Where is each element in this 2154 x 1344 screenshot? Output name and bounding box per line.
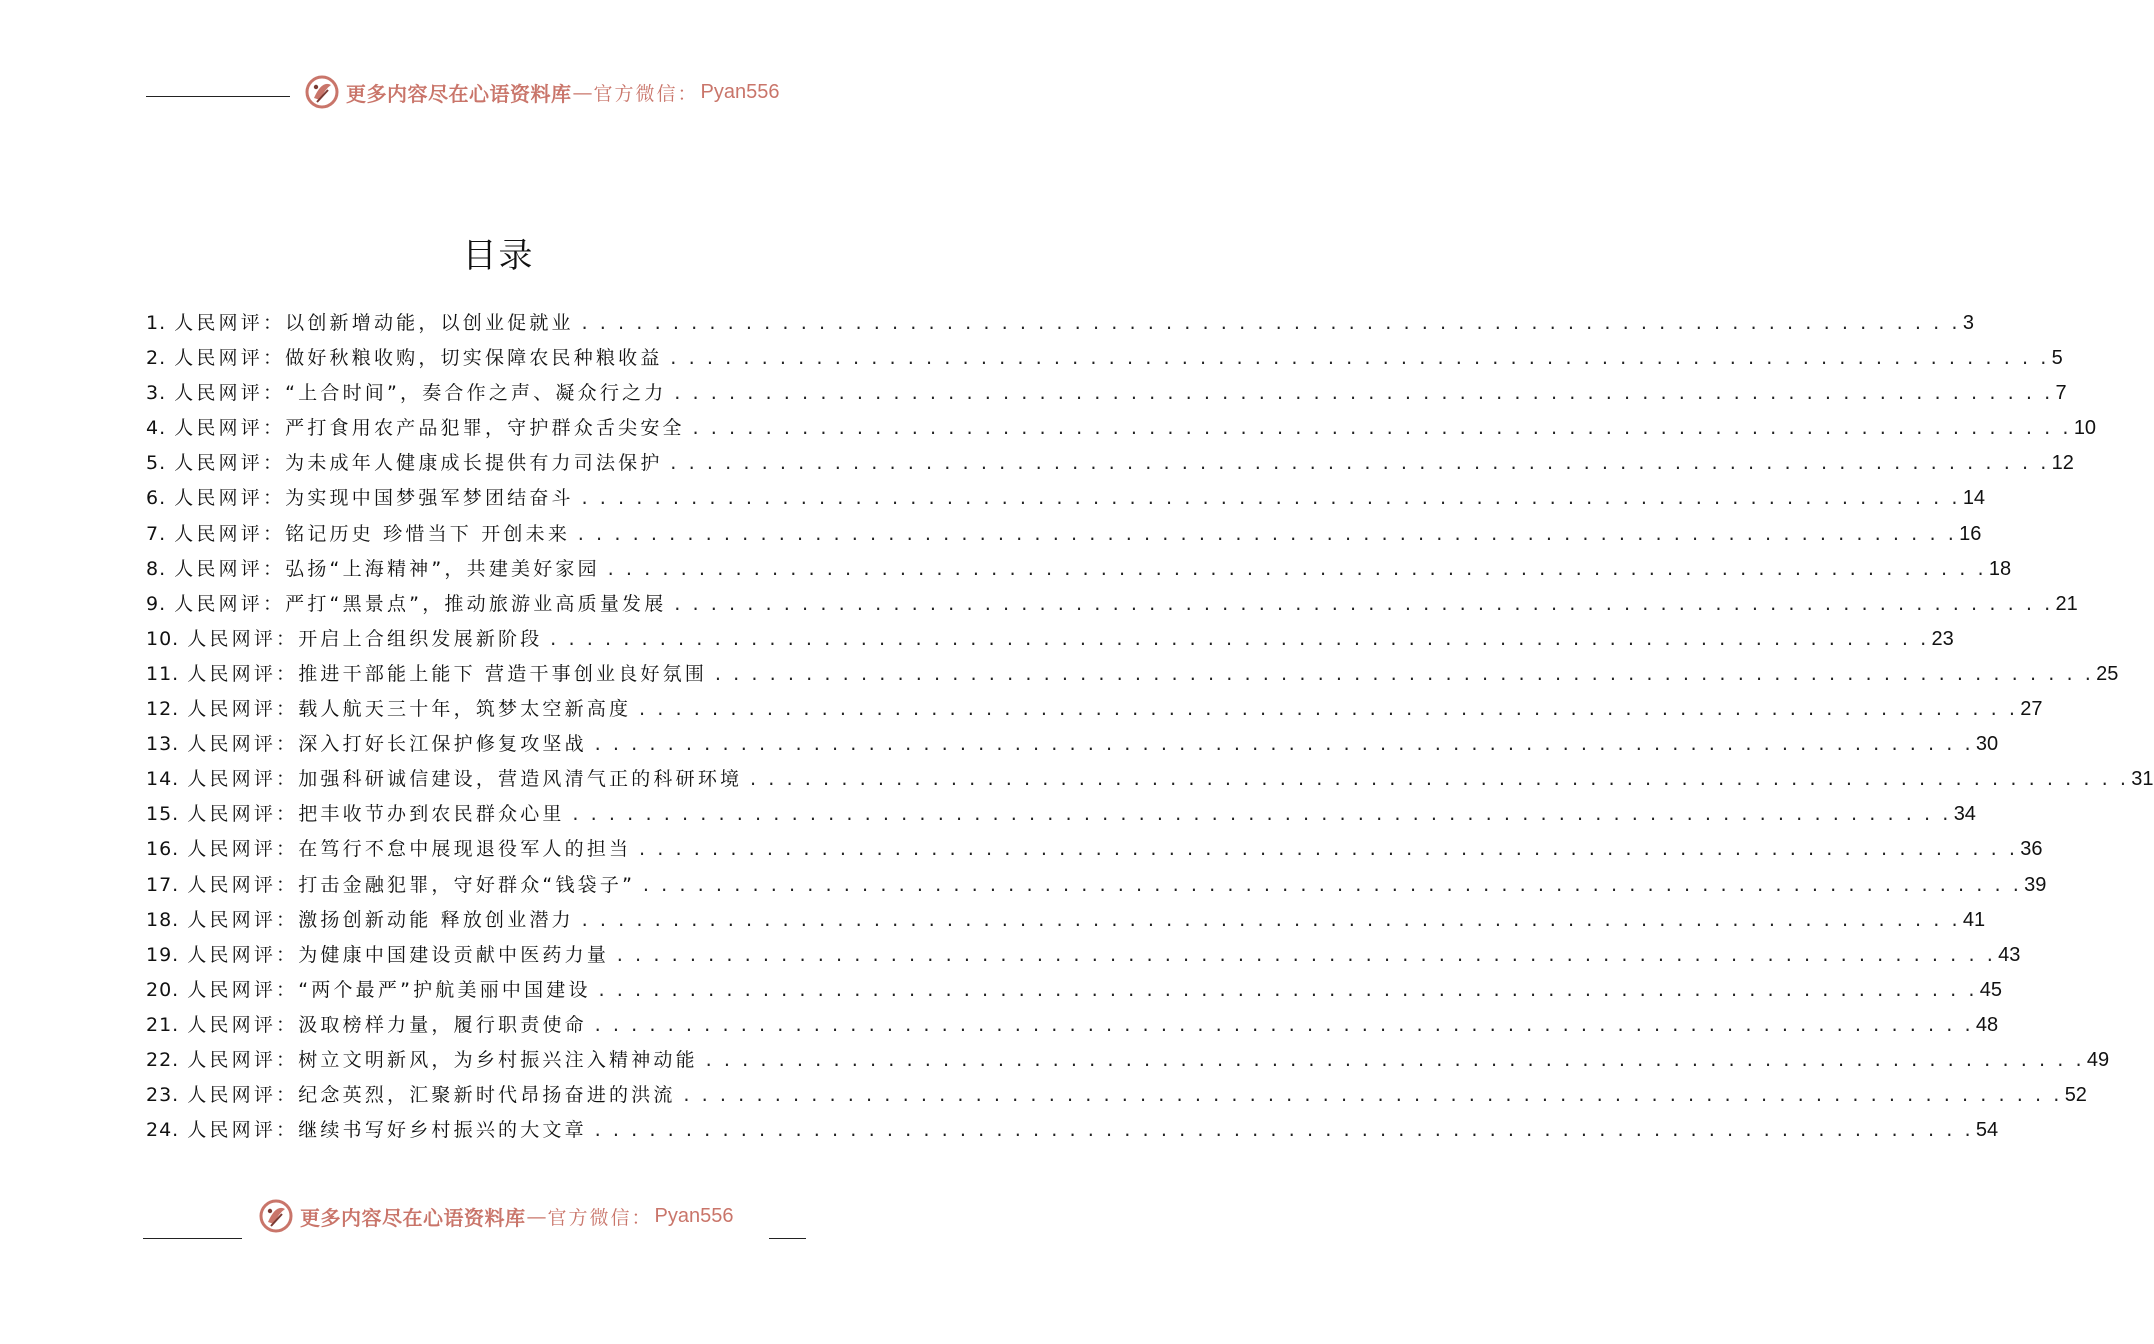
toc-entry-title[interactable]: 人民网评：“上合时间”，奏合作之声、凝众行之力 — [174, 382, 667, 405]
toc-entry-number: 3. — [146, 382, 167, 405]
header-wechat-id: Pyan556 — [700, 80, 780, 103]
toc-entry-number: 14. — [146, 768, 180, 791]
toc-entry-title[interactable]: 人民网评：严打食用农产品犯罪，守护群众舌尖安全 — [174, 417, 685, 440]
toc-entry-number: 20. — [146, 978, 180, 1001]
toc-entry-number: 12. — [146, 698, 180, 721]
toc-entry-page-number[interactable]: 14 — [1962, 487, 1986, 510]
toc-dot-leader — [672, 376, 2051, 411]
toc-entry-number: 23. — [146, 1084, 180, 1107]
toc-entry-title[interactable]: 人民网评：打击金融犯罪，守好群众“钱袋子” — [187, 873, 636, 896]
toc-entry[interactable] — [146, 481, 1986, 516]
toc-dot-leader — [571, 797, 1950, 832]
toc-entry[interactable] — [146, 973, 2003, 1008]
toc-entry-title[interactable]: 人民网评：开启上合组织发展新阶段 — [187, 627, 543, 650]
toc-entry-title[interactable]: 人民网评：严打“黑景点”，推动旅游业高质量发展 — [174, 592, 667, 615]
toc-entry-page-number[interactable]: 27 — [2020, 698, 2043, 721]
toc-entry-number: 17. — [146, 873, 180, 896]
header-wechat-label: 官方微信： — [593, 82, 699, 105]
toc-entry-title[interactable]: 人民网评：为健康中国建设贡献中医药力量 — [187, 943, 610, 966]
toc-entry-page-number[interactable]: 39 — [2024, 873, 2047, 896]
toc-dot-leader — [641, 868, 2020, 903]
footer-banner-dash: — — [526, 1204, 547, 1228]
toc-entry-number: 9. — [146, 592, 167, 615]
toc-entry-title[interactable]: 人民网评：在笃行不怠中展现退役军人的担当 — [187, 838, 632, 861]
header-banner-dash: — — [572, 80, 593, 104]
toc-entry-title[interactable]: 人民网评：激扬创新动能 释放创业潜力 — [187, 908, 574, 931]
toc-dot-leader — [576, 517, 1955, 552]
toc-entry-number: 4. — [146, 417, 167, 440]
toc-entry-page-number[interactable]: 3 — [1962, 312, 1974, 334]
brand-logo-icon — [258, 1198, 294, 1234]
toc-entry-page-number[interactable]: 23 — [1931, 627, 1954, 650]
toc-entry[interactable] — [146, 762, 2154, 797]
toc-entry[interactable] — [146, 622, 1954, 657]
toc-dot-leader — [548, 622, 1927, 657]
toc-entry[interactable] — [146, 446, 2074, 481]
toc-entry-page-number[interactable]: 54 — [1975, 1119, 1999, 1142]
toc-entry-title[interactable]: 人民网评：做好秋粮收购，切实保障农民种粮收益 — [174, 347, 663, 370]
toc-entry-page-number[interactable]: 16 — [1959, 522, 1982, 545]
toc-entry-number: 16. — [146, 838, 180, 861]
toc-entry-page-number[interactable]: 18 — [1988, 557, 2012, 580]
toc-entry-page-number[interactable]: 25 — [2096, 662, 2119, 685]
toc-entry-title[interactable]: 人民网评：铭记历史 珍惜当下 开创未来 — [174, 522, 571, 545]
toc-entry-title[interactable]: 人民网评：弘扬“上海精神”，共建美好家园 — [174, 557, 600, 580]
toc-entry-number: 8. — [146, 557, 167, 580]
footer-rule-left — [143, 1238, 242, 1239]
toc-entry[interactable] — [146, 517, 1982, 552]
toc-entry-number: 5. — [146, 452, 167, 475]
toc-dot-leader — [669, 446, 2048, 481]
toc-entry-page-number[interactable]: 48 — [1975, 1013, 1999, 1036]
toc-entry-page-number[interactable]: 49 — [2086, 1048, 2110, 1071]
footer-banner — [258, 1198, 733, 1234]
toc-entry-page-number[interactable]: 45 — [1979, 978, 2003, 1001]
toc-entry-number: 6. — [146, 487, 167, 510]
toc-dot-leader — [593, 727, 1972, 762]
toc-entry[interactable] — [146, 727, 1999, 762]
toc-entry-number: 2. — [146, 347, 167, 370]
toc-entry-number: 15. — [146, 803, 180, 826]
toc-entry-title[interactable]: 人民网评：加强科研诚信建设，营造风清气正的科研环境 — [187, 768, 743, 791]
toc-entry-number: 7. — [146, 522, 167, 545]
footer-wechat-id: Pyan556 — [654, 1204, 734, 1227]
toc-entry[interactable] — [146, 868, 2047, 903]
toc-entry[interactable] — [146, 903, 1986, 938]
toc-dot-leader — [580, 903, 1959, 938]
toc-dot-leader — [637, 692, 2016, 727]
toc-entry[interactable] — [146, 832, 2043, 867]
toc-entry-number: 24. — [146, 1119, 180, 1142]
footer-banner-text: 更多内容尽在心语资料库 — [300, 1205, 526, 1230]
toc-dot-leader — [606, 552, 1985, 587]
toc-entry-number: 22. — [146, 1048, 180, 1071]
toc-entry-page-number[interactable]: 5 — [2051, 347, 2063, 370]
toc-entry-title[interactable]: 人民网评：纪念英烈，汇聚新时代昂扬奋进的洪流 — [187, 1084, 676, 1107]
toc-entry-page-number[interactable]: 41 — [1962, 908, 1986, 931]
toc-entry[interactable] — [146, 1113, 1999, 1148]
toc-entry-page-number[interactable]: 12 — [2051, 452, 2074, 475]
toc-entry-number: 1. — [146, 312, 167, 334]
brand-logo-icon — [304, 74, 340, 110]
toc-entry-page-number[interactable]: 52 — [2064, 1084, 2087, 1107]
toc-entry-title[interactable]: 人民网评：继续书写好乡村振兴的大文章 — [187, 1119, 587, 1142]
footer-rule-right — [769, 1238, 806, 1239]
toc-entry-number: 11. — [146, 662, 180, 685]
toc-entry-title[interactable]: 人民网评：树立文明新风，为乡村振兴注入精神动能 — [187, 1048, 698, 1071]
toc-entry-title[interactable]: 人民网评：把丰收节办到农民群众心里 — [187, 803, 565, 826]
toc-entry-title[interactable]: 人民网评：“两个最严”护航美丽中国建设 — [187, 978, 591, 1001]
toc-entry-title[interactable]: 人民网评：深入打好长江保护修复攻坚战 — [187, 733, 587, 756]
toc-entry-title[interactable]: 人民网评：推进干部能上能下 营造干事创业良好氛围 — [187, 662, 708, 685]
toc-entry[interactable] — [146, 1008, 1999, 1043]
toc-dot-leader — [593, 1113, 1972, 1148]
toc-entry-title[interactable]: 人民网评：汲取榜样力量，履行职责使命 — [187, 1013, 587, 1036]
toc-entry-number: 19. — [146, 943, 180, 966]
toc-dot-leader — [682, 1078, 2061, 1113]
header-banner-text: 更多内容尽在心语资料库 — [346, 81, 572, 106]
toc-dot-leader — [672, 587, 2051, 622]
toc-entry-page-number[interactable]: 10 — [2073, 417, 2097, 440]
toc-entry[interactable] — [146, 797, 1976, 832]
toc-entry[interactable] — [146, 1078, 2087, 1113]
toc-entry[interactable] — [146, 411, 2097, 446]
toc-dot-leader — [748, 762, 2127, 797]
toc-entry-page-number[interactable]: 34 — [1953, 803, 1976, 826]
toc-dot-leader — [580, 481, 1959, 516]
toc-entry[interactable] — [146, 552, 2012, 587]
toc-entry-number: 13. — [146, 733, 180, 756]
toc-entry[interactable] — [146, 1043, 2110, 1078]
toc-list — [146, 306, 2154, 1148]
toc-entry-page-number[interactable]: 43 — [1998, 943, 2021, 966]
toc-dot-leader — [615, 938, 1994, 973]
toc-entry-page-number[interactable]: 7 — [2055, 382, 2067, 405]
toc-entry-number: 18. — [146, 908, 180, 931]
toc-dot-leader — [593, 1008, 1972, 1043]
toc-entry-title[interactable]: 人民网评：以创新增动能，以创业促就业 — [174, 312, 574, 334]
toc-entry-page-number[interactable]: 30 — [1975, 733, 1999, 756]
toc-entry-title[interactable]: 人民网评：为未成年人健康成长提供有力司法保护 — [174, 452, 663, 475]
toc-entry[interactable] — [146, 341, 2063, 376]
footer-wechat-label: 官方微信： — [547, 1206, 653, 1229]
toc-entry-page-number[interactable]: 36 — [2020, 838, 2043, 861]
toc-entry[interactable] — [146, 938, 2021, 973]
page-title: 目录 — [462, 236, 535, 276]
toc-entry-title[interactable]: 人民网评：载人航天三十年，筑梦太空新高度 — [187, 698, 632, 721]
toc-dot-leader — [580, 306, 1959, 341]
toc-entry[interactable] — [146, 692, 2043, 727]
toc-dot-leader — [597, 973, 1976, 1008]
header-rule — [146, 96, 290, 97]
toc-entry[interactable] — [146, 306, 1974, 341]
toc-entry-page-number[interactable]: 21 — [2055, 592, 2078, 615]
toc-entry-number: 21. — [146, 1013, 180, 1036]
toc-entry[interactable] — [146, 587, 2078, 622]
toc-entry[interactable] — [146, 376, 2067, 411]
header-banner — [304, 74, 779, 110]
toc-entry-title[interactable]: 人民网评：为实现中国梦强军梦团结奋斗 — [174, 487, 574, 510]
toc-dot-leader — [704, 1043, 2083, 1078]
toc-dot-leader — [669, 341, 2048, 376]
toc-entry[interactable] — [146, 657, 2119, 692]
toc-dot-leader — [637, 832, 2016, 867]
toc-dot-leader — [713, 657, 2092, 692]
toc-entry-page-number[interactable]: 31 — [2131, 768, 2154, 791]
toc-dot-leader — [691, 411, 2070, 446]
toc-entry-number: 10. — [146, 627, 180, 650]
